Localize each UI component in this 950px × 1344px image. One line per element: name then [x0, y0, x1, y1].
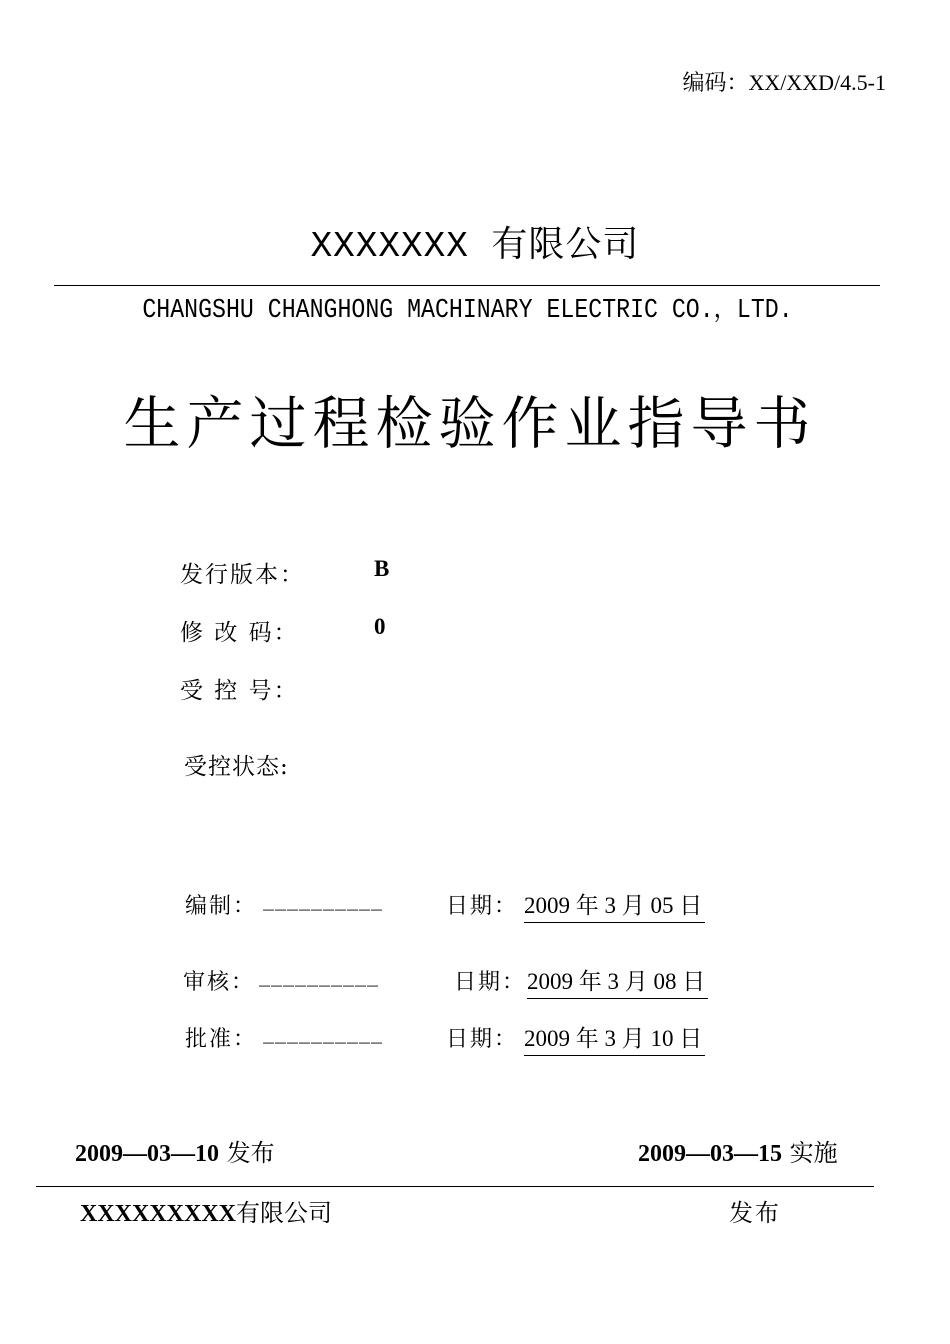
revision-value: 0: [374, 614, 386, 639]
effective-date: [638, 1133, 838, 1168]
reviewed-by-blank: __________: [259, 962, 379, 987]
version-label: 发行版本：: [180, 562, 305, 588]
company-name-cn: XXXXXXX 有限公司: [310, 226, 640, 267]
approved-date-label: 日期：: [446, 1027, 519, 1052]
publisher-name-rest: 有限公司: [236, 1199, 332, 1227]
prepared-date-label: 日期：: [446, 894, 519, 919]
control-status-label: 受控状态:: [184, 754, 289, 780]
effective-word: 实施: [782, 1139, 838, 1167]
approved-by-blank: __________: [263, 1019, 383, 1044]
approved-date: 2009 年 3 月 10 日: [524, 1020, 705, 1056]
reviewed-date-label: 日期：: [454, 970, 527, 995]
publisher-name-bold: XXXXXXXXX: [80, 1201, 236, 1227]
prepared-by-blank: __________: [263, 886, 383, 911]
approved-by-label: 批准：: [185, 1027, 258, 1052]
effective-date-value: 2009—03—15: [638, 1141, 782, 1167]
prepared-date: 2009 年 3 月 05 日: [524, 887, 705, 923]
version-value: B: [374, 556, 390, 581]
revision-label: 修 改 码：: [180, 620, 299, 646]
company-name-en: CHANGSHU CHANGHONG MACHINARY ELECTRIC CO.，LTD.: [142, 296, 793, 326]
release-date-value: 2009—03—10: [75, 1141, 219, 1167]
release-date: [75, 1133, 275, 1168]
reviewed-date: 2009 年 3 月 08 日: [527, 963, 708, 999]
document-code: 编码：XX/XXD/4.5-1: [682, 70, 886, 95]
publish-word: 发布: [729, 1199, 781, 1227]
publisher: [80, 1193, 332, 1228]
prepared-by-label: 编制：: [185, 894, 258, 919]
reviewed-by-label: 审核：: [183, 970, 256, 995]
document-title: 生产过程检验作业指导书: [123, 391, 817, 457]
release-word: 发布: [219, 1139, 275, 1167]
control-number-label: 受 控 号：: [180, 678, 299, 704]
footer-divider: [36, 1186, 874, 1187]
